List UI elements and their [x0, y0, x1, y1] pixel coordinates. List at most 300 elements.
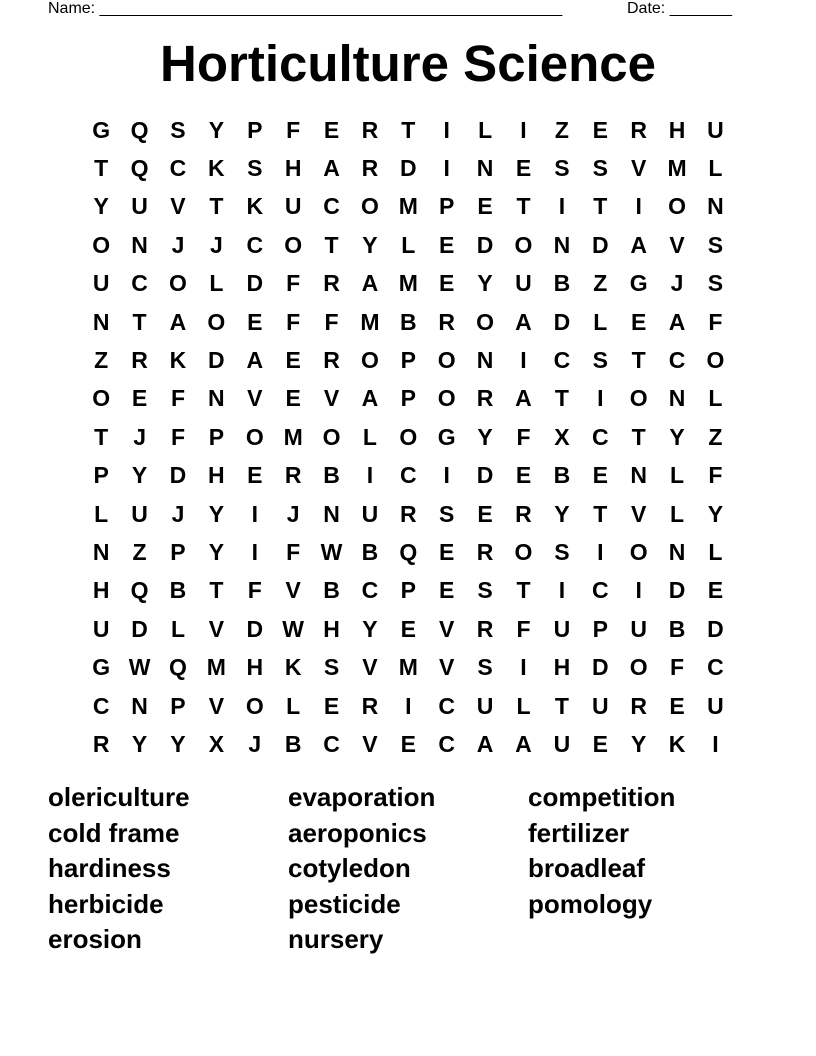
grid-letter: F: [247, 577, 262, 604]
grid-letter: N: [131, 231, 148, 258]
grid-letter: D: [246, 270, 264, 297]
grid-letter: I: [558, 577, 566, 604]
grid-letter: S: [554, 155, 570, 182]
word-item: competition: [528, 782, 676, 812]
grid-letter: G: [92, 654, 111, 681]
grid-letter: H: [92, 577, 110, 604]
grid-letter: A: [169, 308, 187, 335]
grid-letter: I: [635, 577, 642, 604]
grid-letter: Y: [554, 500, 570, 527]
grid-letter: P: [400, 347, 416, 374]
grid-letter: O: [706, 347, 725, 374]
grid-letter: W: [128, 654, 151, 681]
grid-letter: Y: [208, 538, 225, 565]
grid-letter: M: [398, 654, 418, 681]
grid-letter: N: [92, 308, 110, 335]
grid-letter: D: [591, 231, 609, 258]
grid-letter: U: [515, 270, 532, 297]
grid-row: [82, 533, 735, 571]
grid-letter: C: [400, 462, 417, 489]
grid-letter: O: [476, 308, 495, 335]
grid-letter: L: [670, 462, 685, 489]
grid-letter: E: [439, 538, 455, 565]
grid-letter: Z: [554, 116, 569, 143]
page-title: Horticulture Science: [160, 35, 656, 92]
grid-letter: X: [554, 423, 570, 450]
grid-letter: B: [553, 462, 571, 489]
grid-letter: A: [361, 385, 379, 412]
grid-letter: L: [708, 385, 723, 412]
grid-letter: M: [283, 423, 303, 450]
grid-letter: N: [323, 500, 340, 527]
grid-letter: O: [169, 270, 187, 297]
grid-letter: R: [361, 692, 379, 719]
grid-letter: T: [631, 347, 646, 374]
grid-letter: L: [516, 692, 531, 719]
grid-letter: N: [476, 155, 494, 182]
grid-letter: C: [131, 270, 148, 297]
grid-row: [82, 341, 735, 379]
grid-letter: D: [169, 462, 187, 489]
grid-letter: Y: [477, 270, 493, 297]
grid-letter: F: [286, 308, 301, 335]
word-item: broadleaf: [528, 853, 646, 883]
grid-letter: C: [246, 231, 264, 258]
grid-row: [82, 188, 735, 226]
grid-letter: U: [707, 692, 724, 719]
grid-letter: S: [477, 654, 493, 681]
grid-letter: Z: [132, 538, 147, 565]
word-column: [528, 780, 675, 922]
grid-letter: U: [553, 615, 571, 642]
grid-row: [82, 648, 735, 686]
grid-letter: O: [207, 308, 226, 335]
grid-letter: A: [361, 270, 379, 297]
grid-letter: F: [170, 423, 185, 450]
grid-letter: Y: [630, 730, 647, 757]
grid-letter: C: [169, 155, 187, 182]
grid-letter: P: [592, 615, 608, 642]
grid-letter: O: [514, 538, 533, 565]
grid-row: [82, 457, 735, 495]
grid-letter: P: [400, 385, 416, 412]
grid-letter: I: [520, 116, 527, 143]
grid-letter: K: [284, 654, 302, 681]
grid-letter: M: [360, 308, 380, 335]
grid-letter: D: [476, 231, 494, 258]
grid-letter: P: [208, 423, 225, 450]
grid-letter: E: [630, 308, 647, 335]
grid-letter: O: [322, 423, 341, 450]
grid-letter: R: [630, 692, 647, 719]
grid-letter: Q: [130, 116, 149, 143]
grid-letter: O: [92, 385, 111, 412]
grid-letter: I: [597, 385, 604, 412]
grid-letter: I: [443, 155, 450, 182]
grid-letter: O: [92, 231, 111, 258]
grid-letter: V: [630, 500, 647, 527]
grid-letter: J: [171, 231, 185, 258]
grid-letter: R: [361, 116, 379, 143]
grid-letter: K: [246, 193, 264, 220]
grid-letter: B: [169, 577, 187, 604]
grid-letter: A: [323, 155, 340, 182]
word-item: cotyledon: [288, 853, 411, 883]
letter-grid: [82, 111, 735, 764]
grid-letter: U: [476, 692, 494, 719]
grid-letter: V: [439, 654, 455, 681]
grid-letter: S: [323, 654, 340, 681]
grid-letter: E: [323, 692, 340, 719]
date-line: Date: _______: [627, 0, 732, 17]
grid-letter: I: [520, 654, 527, 681]
grid-letter: O: [668, 193, 686, 220]
grid-letter: E: [247, 308, 263, 335]
grid-letter: N: [707, 193, 724, 220]
grid-letter: I: [251, 538, 258, 565]
grid-letter: U: [553, 730, 571, 757]
grid-letter: Y: [362, 615, 378, 642]
grid-letter: L: [209, 270, 224, 297]
grid-letter: Y: [131, 730, 148, 757]
grid-letter: T: [554, 385, 569, 412]
grid-letter: I: [366, 462, 374, 489]
grid-letter: H: [208, 462, 225, 489]
grid-letter: E: [592, 116, 608, 143]
grid-letter: V: [669, 231, 685, 258]
grid-letter: Z: [94, 347, 109, 374]
grid-letter: X: [208, 730, 225, 757]
grid-letter: B: [668, 615, 686, 642]
grid-letter: L: [708, 155, 723, 182]
grid-letter: O: [245, 692, 264, 719]
grid-letter: E: [439, 231, 455, 258]
name-line: Name: ____________________________________________________: [48, 0, 563, 17]
grid-letter: V: [208, 692, 225, 719]
grid-letter: U: [591, 692, 609, 719]
grid-letter: C: [438, 730, 456, 757]
grid-letter: J: [248, 730, 262, 757]
grid-letter: V: [247, 385, 263, 412]
grid-letter: Y: [707, 500, 724, 527]
grid-letter: N: [208, 385, 225, 412]
grid-letter: B: [284, 730, 302, 757]
word-item: erosion: [48, 924, 142, 954]
grid-letter: M: [667, 155, 687, 182]
grid-letter: U: [361, 500, 379, 527]
grid-letter: T: [554, 692, 569, 719]
word-item: herbicide: [48, 888, 164, 919]
word-item: evaporation: [288, 782, 436, 812]
grid-letter: U: [92, 615, 110, 642]
grid-letter: L: [401, 231, 416, 258]
grid-letter: N: [553, 231, 571, 258]
grid-letter: Y: [669, 423, 685, 450]
grid-letter: B: [323, 462, 340, 489]
grid-letter: L: [94, 500, 109, 527]
grid-row: [82, 418, 735, 456]
grid-letter: F: [170, 385, 185, 412]
grid-letter: F: [286, 538, 301, 565]
grid-letter: U: [630, 615, 647, 642]
grid-letter: H: [553, 654, 571, 681]
grid-letter: U: [131, 193, 148, 220]
grid-letter: A: [515, 385, 532, 412]
grid-letter: T: [593, 500, 608, 527]
grid-letter: U: [707, 116, 724, 143]
grid-letter: D: [131, 615, 148, 642]
grid-letter: F: [516, 615, 531, 642]
grid-letter: Y: [362, 231, 378, 258]
grid-letter: N: [668, 538, 686, 565]
grid-letter: U: [92, 270, 110, 297]
grid-letter: S: [554, 538, 570, 565]
grid-row: [82, 687, 735, 725]
word-column: [48, 780, 190, 958]
grid-letter: C: [591, 423, 609, 450]
grid-letter: C: [323, 730, 340, 757]
grid-letter: P: [400, 577, 416, 604]
grid-letter: V: [439, 615, 455, 642]
word-item: fertilizer: [528, 817, 630, 848]
word-item: nursery: [288, 924, 384, 954]
grid-letter: N: [92, 538, 110, 565]
grid-letter: E: [247, 462, 263, 489]
grid-letter: E: [285, 385, 301, 412]
grid-letter: V: [285, 577, 301, 604]
grid-row: [82, 111, 735, 149]
grid-letter: T: [209, 193, 224, 220]
grid-letter: W: [282, 615, 304, 642]
grid-letter: E: [323, 116, 340, 143]
grid-letter: V: [362, 654, 378, 681]
grid-letter: M: [398, 193, 418, 220]
grid-letter: E: [592, 462, 608, 489]
grid-letter: S: [592, 155, 608, 182]
grid-letter: E: [131, 385, 148, 412]
grid-row: [82, 149, 735, 187]
grid-letter: O: [360, 193, 379, 220]
grid-letter: O: [514, 231, 533, 258]
grid-letter: I: [251, 500, 258, 527]
grid-letter: H: [323, 615, 340, 642]
grid-letter: P: [93, 462, 109, 489]
grid-letter: C: [553, 347, 571, 374]
grid-letter: M: [206, 654, 226, 681]
grid-letter: R: [131, 347, 148, 374]
grid-letter: F: [708, 462, 723, 489]
grid-letter: R: [92, 730, 110, 757]
grid-letter: O: [360, 347, 379, 374]
grid-letter: A: [476, 730, 494, 757]
grid-letter: S: [592, 347, 608, 374]
grid-letter: E: [515, 155, 532, 182]
grid-letter: F: [708, 308, 723, 335]
grid-letter: D: [400, 155, 417, 182]
grid-letter: G: [629, 270, 648, 297]
grid-letter: J: [670, 270, 684, 297]
grid-letter: O: [284, 231, 303, 258]
grid-letter: T: [324, 231, 339, 258]
grid-letter: G: [437, 423, 456, 450]
grid-letter: R: [438, 308, 456, 335]
grid-letter: H: [668, 116, 686, 143]
grid-letter: E: [285, 347, 301, 374]
grid-letter: D: [591, 654, 609, 681]
grid-letter: F: [516, 423, 531, 450]
grid-letter: D: [246, 615, 264, 642]
grid-letter: A: [668, 308, 686, 335]
grid-letter: G: [92, 116, 111, 143]
grid-letter: T: [132, 308, 147, 335]
grid-letter: D: [208, 347, 225, 374]
grid-letter: B: [553, 270, 571, 297]
grid-letter: D: [553, 308, 571, 335]
grid-letter: V: [323, 385, 340, 412]
grid-letter: E: [400, 615, 416, 642]
grid-letter: T: [94, 155, 109, 182]
grid-letter: N: [131, 692, 148, 719]
grid-letter: U: [131, 500, 148, 527]
grid-letter: L: [170, 615, 185, 642]
grid-letter: P: [170, 692, 186, 719]
grid-letter: I: [712, 730, 719, 757]
grid-row: [82, 572, 735, 610]
grid-letter: E: [400, 730, 416, 757]
grid-letter: R: [476, 385, 494, 412]
grid-letter: H: [246, 654, 264, 681]
grid-letter: D: [707, 615, 724, 642]
grid-letter: D: [476, 462, 494, 489]
grid-letter: R: [284, 462, 302, 489]
grid-letter: R: [323, 347, 340, 374]
grid-letter: L: [670, 500, 685, 527]
word-item: aeroponics: [288, 817, 427, 848]
grid-letter: A: [515, 730, 532, 757]
grid-letter: I: [558, 193, 566, 220]
grid-letter: J: [209, 231, 223, 258]
grid-letter: J: [171, 500, 185, 527]
grid-row: [82, 226, 735, 264]
grid-letter: K: [208, 155, 225, 182]
grid-letter: O: [629, 385, 648, 412]
grid-row: [82, 495, 735, 533]
grid-letter: V: [170, 193, 186, 220]
grid-letter: P: [439, 193, 455, 220]
grid-letter: J: [286, 500, 300, 527]
word-item: hardiness: [48, 853, 171, 883]
grid-letter: R: [630, 116, 647, 143]
grid-letter: L: [478, 116, 493, 143]
grid-letter: E: [477, 500, 493, 527]
grid-letter: A: [630, 231, 647, 258]
grid-letter: L: [708, 538, 723, 565]
grid-letter: K: [668, 730, 686, 757]
grid-letter: O: [399, 423, 418, 450]
grid-letter: Y: [170, 730, 186, 757]
grid-letter: S: [170, 116, 186, 143]
grid-letter: S: [707, 231, 724, 258]
grid-letter: R: [323, 270, 340, 297]
grid-letter: B: [400, 308, 417, 335]
grid-letter: E: [592, 730, 608, 757]
grid-letter: C: [591, 577, 609, 604]
grid-letter: H: [284, 155, 302, 182]
word-item: olericulture: [48, 782, 190, 812]
grid-letter: S: [707, 270, 724, 297]
grid-letter: I: [520, 347, 527, 374]
grid-letter: F: [670, 654, 685, 681]
grid-row: [82, 265, 735, 303]
grid-letter: W: [320, 538, 343, 565]
grid-letter: I: [443, 462, 450, 489]
grid-letter: J: [133, 423, 146, 450]
grid-letter: O: [629, 654, 648, 681]
grid-letter: R: [476, 538, 494, 565]
grid-letter: T: [401, 116, 416, 143]
word-item: cold frame: [48, 817, 180, 848]
grid-letter: P: [247, 116, 263, 143]
grid-letter: T: [593, 193, 608, 220]
grid-letter: Z: [593, 270, 608, 297]
grid-letter: E: [439, 577, 455, 604]
grid-letter: C: [92, 692, 110, 719]
grid-letter: E: [707, 577, 724, 604]
grid-letter: U: [284, 193, 302, 220]
grid-letter: F: [286, 116, 301, 143]
grid-letter: I: [443, 116, 450, 143]
word-item: pesticide: [288, 888, 401, 919]
grid-letter: V: [362, 730, 378, 757]
grid-letter: R: [515, 500, 532, 527]
grid-letter: O: [629, 538, 648, 565]
grid-letter: R: [476, 615, 494, 642]
grid-letter: R: [361, 155, 379, 182]
grid-letter: Q: [130, 155, 149, 182]
word-item: pomology: [528, 888, 653, 919]
grid-letter: L: [286, 692, 301, 719]
grid-letter: Z: [708, 423, 723, 450]
grid-letter: C: [323, 193, 340, 220]
grid-letter: R: [400, 500, 417, 527]
grid-letter: K: [169, 347, 187, 374]
grid-letter: N: [630, 462, 647, 489]
grid-letter: C: [707, 654, 724, 681]
grid-letter: Q: [169, 654, 187, 681]
grid-row: [82, 725, 735, 763]
grid-letter: A: [246, 347, 264, 374]
grid-letter: Y: [93, 193, 109, 220]
grid-letter: V: [208, 615, 225, 642]
grid-letter: L: [593, 308, 608, 335]
grid-letter: D: [668, 577, 686, 604]
grid-row: [82, 303, 735, 341]
grid-letter: T: [94, 423, 109, 450]
grid-letter: E: [439, 270, 455, 297]
grid-letter: C: [361, 577, 379, 604]
grid-letter: Q: [399, 538, 418, 565]
grid-letter: O: [245, 423, 264, 450]
grid-letter: T: [631, 423, 646, 450]
grid-letter: Y: [208, 500, 225, 527]
grid-letter: I: [635, 193, 642, 220]
grid-letter: I: [597, 538, 604, 565]
grid-letter: B: [361, 538, 379, 565]
word-column: [288, 780, 435, 958]
grid-row: [82, 610, 735, 648]
grid-letter: S: [247, 155, 263, 182]
grid-letter: N: [668, 385, 686, 412]
